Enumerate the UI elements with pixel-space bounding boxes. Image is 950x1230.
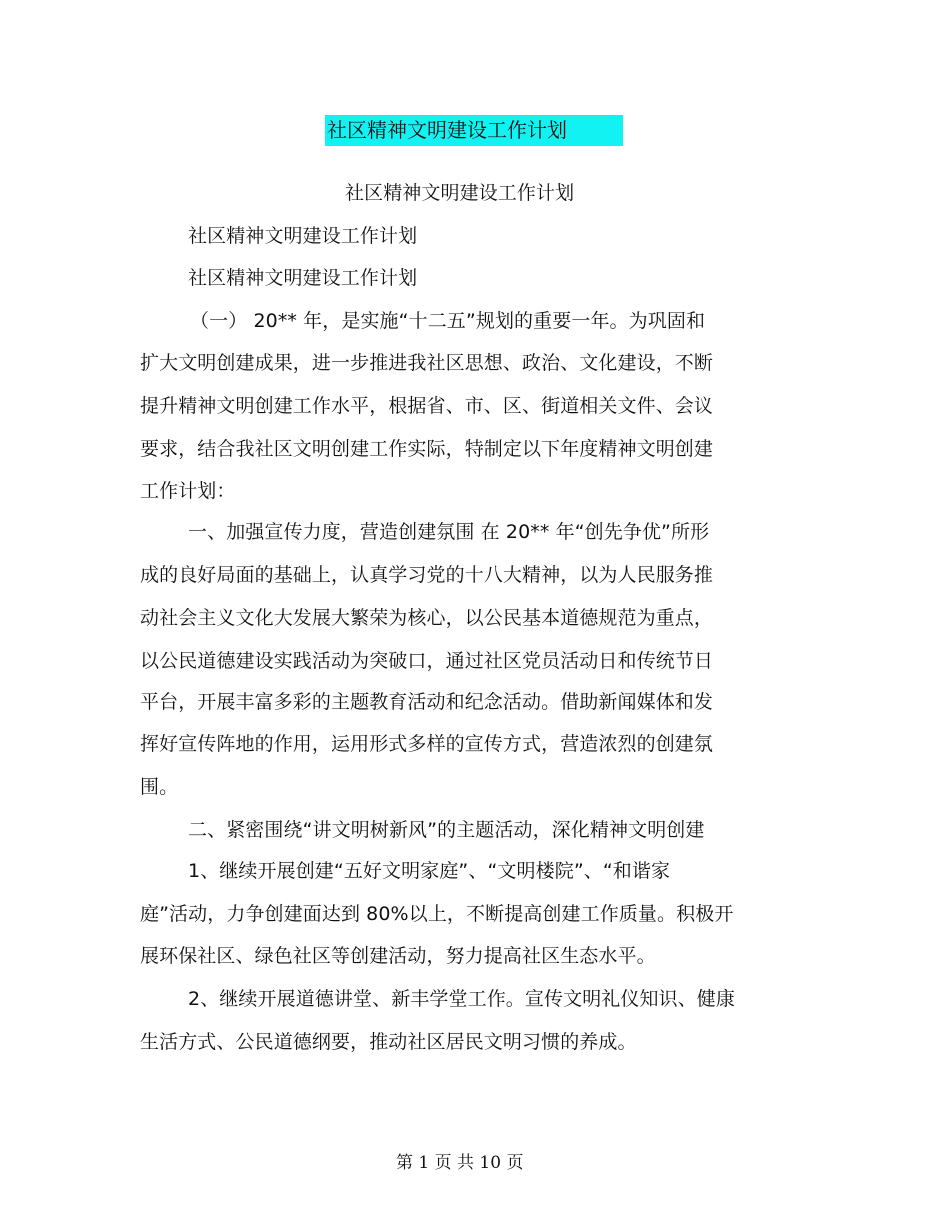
paragraph-1-line-4: 要求，结合我社区文明创建工作实际，特制定以下年度精神文明创建 xyxy=(140,438,714,460)
heading-repeat-2: 社区精神文明建设工作计划 xyxy=(188,267,418,289)
paragraph-1-line-1: （一） 20** 年，是实施“十二五”规划的重要一年。为巩固和 xyxy=(190,310,706,332)
heading-repeat-1: 社区精神文明建设工作计划 xyxy=(188,225,418,247)
page-footer: 第 1 页 共 10 页 xyxy=(396,1153,524,1173)
paragraph-2-line-6: 挥好宣传阵地的作用，运用形式多样的宣传方式，营造浓烈的创建氛 xyxy=(140,733,714,755)
document-subtitle: 社区精神文明建设工作计划 xyxy=(345,182,575,204)
document-title: 社区精神文明建设工作计划 xyxy=(327,118,567,142)
paragraph-3-line-1: 二、紧密围绕“讲文明树新风”的主题活动，深化精神文明创建 xyxy=(188,819,705,841)
paragraph-2-line-5: 平台，开展丰富多彩的主题教育活动和纪念活动。借助新闻媒体和发 xyxy=(140,691,714,713)
paragraph-2-line-1: 一、加强宣传力度，营造创建氛围 在 20** 年“创先争优”所形 xyxy=(188,521,710,543)
paragraph-1-line-3: 提升精神文明创建工作水平，根据省、市、区、街道相关文件、会议 xyxy=(140,395,714,417)
paragraph-4-line-3: 展环保社区、绿色社区等创建活动，努力提高社区生态水平。 xyxy=(140,945,656,967)
paragraph-4-line-1: 1、继续开展创建“五好文明家庭”、“文明楼院”、“和谐家 xyxy=(188,860,671,882)
paragraph-2-line-3: 动社会主义文化大发展大繁荣为核心，以公民基本道德规范为重点， xyxy=(140,607,714,629)
paragraph-2-line-4: 以公民道德建设实践活动为突破口，通过社区党员活动日和传统节日 xyxy=(140,650,714,672)
paragraph-5-line-2: 生活方式、公民道德纲要，推动社区居民文明习惯的养成。 xyxy=(140,1031,637,1053)
highlighted-title-block xyxy=(325,115,623,146)
paragraph-2-line-7: 围。 xyxy=(140,776,179,798)
paragraph-5-line-1: 2、继续开展道德讲堂、新丰学堂工作。宣传文明礼仪知识、健康 xyxy=(188,988,735,1010)
paragraph-4-line-2: 庭”活动，力争创建面达到 80%以上，不断提高创建工作质量。积极开 xyxy=(140,903,734,925)
paragraph-1-line-5: 工作计划： xyxy=(140,480,236,502)
paragraph-2-line-2: 成的良好局面的基础上，认真学习党的十八大精神，以为人民服务推 xyxy=(140,564,714,586)
paragraph-1-line-2: 扩大文明创建成果，进一步推进我社区思想、政治、文化建设，不断 xyxy=(140,352,714,374)
